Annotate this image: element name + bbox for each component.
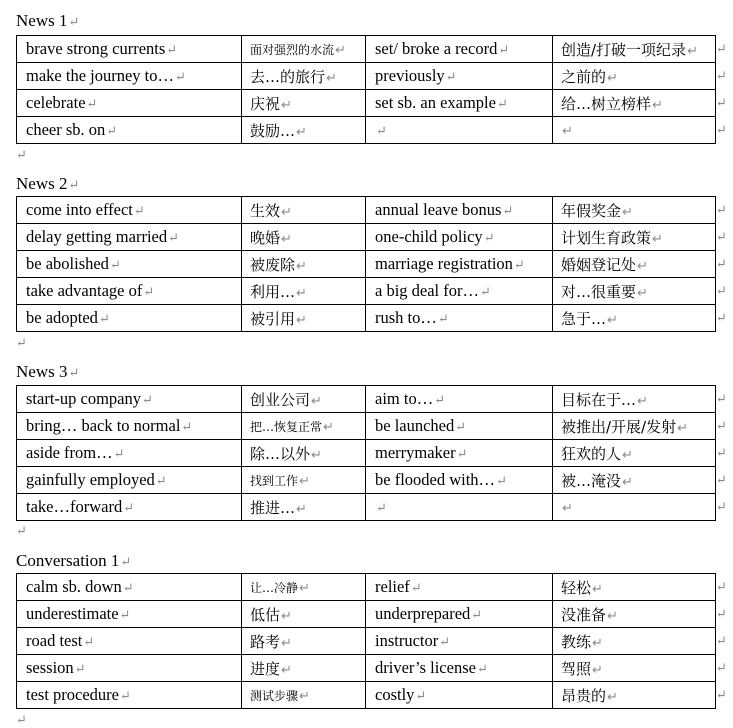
chinese-meaning-cell [242, 251, 366, 278]
cell-text: previously [375, 66, 445, 85]
chinese-meaning-cell [553, 386, 716, 413]
paragraph-mark: ↵ [410, 580, 422, 595]
paragraph-mark: ↵ [175, 69, 186, 84]
cell-text: underprepared [375, 604, 471, 623]
row-end-mark: ↵ [716, 391, 727, 406]
cell-text: session [26, 658, 74, 677]
chinese-meaning-cell [553, 682, 716, 709]
cell-text: rush to… [375, 308, 437, 327]
chinese-meaning-cell [242, 682, 366, 709]
paragraph-mark: ↵ [106, 123, 118, 138]
english-phrase-cell [366, 117, 553, 144]
paragraph-mark: ↵ [622, 474, 633, 490]
row-end-mark: ↵ [716, 229, 727, 244]
cell-text: take…forward [26, 497, 123, 516]
paragraph-mark: ↵ [281, 97, 292, 113]
paragraph-mark: ↵ [299, 688, 310, 704]
paragraph-mark: ↵ [471, 607, 483, 622]
paragraph-mark: ↵ [281, 204, 292, 220]
cell-text: 狂欢的人 [561, 444, 622, 463]
paragraph-mark: ↵ [483, 230, 495, 245]
cell-text: merrymaker [375, 443, 456, 462]
english-phrase-cell [366, 682, 553, 709]
chinese-meaning-cell [553, 413, 716, 440]
row-end-mark: ↵ [716, 606, 727, 621]
cell-text: 推进… [250, 498, 296, 517]
chinese-meaning-cell [242, 413, 366, 440]
cell-text: test procedure [26, 685, 119, 704]
paragraph-mark: ↵ [68, 177, 80, 192]
paragraph-mark: ↵ [592, 662, 603, 678]
cell-text: 让…冷静 [250, 580, 299, 595]
table-row [17, 413, 716, 440]
chinese-meaning-cell [553, 36, 716, 63]
chinese-meaning-cell [553, 601, 716, 628]
table-row [17, 117, 716, 144]
row-end-mark: ↵ [716, 122, 727, 137]
paragraph-mark: ↵ [622, 204, 633, 220]
cell-text: costly [375, 685, 415, 704]
cell-text: 路考 [250, 632, 281, 651]
table-row [17, 63, 716, 90]
chinese-meaning-cell [242, 278, 366, 305]
paragraph-mark: ↵ [74, 661, 86, 676]
section-title: News 2 [16, 174, 68, 193]
cell-text: 婚姻登记处 [561, 255, 637, 274]
row-end-mark: ↵ [716, 445, 727, 460]
chinese-meaning-cell [553, 63, 716, 90]
english-phrase-cell [366, 90, 553, 117]
paragraph-mark: ↵ [281, 635, 292, 651]
paragraph-mark: ↵ [98, 311, 110, 326]
cell-text: relief [375, 577, 410, 596]
paragraph-mark: ↵ [296, 124, 307, 140]
cell-text: 除…以外 [250, 444, 311, 463]
chinese-meaning-cell [553, 90, 716, 117]
cell-text: be flooded with… [375, 470, 496, 489]
cell-text: 被废除 [250, 255, 296, 274]
paragraph-mark: ↵ [296, 258, 307, 274]
cell-text: 面对强烈的水流 [250, 42, 335, 57]
section-heading [16, 174, 79, 195]
english-phrase-cell [366, 278, 553, 305]
row-end-mark: ↵ [716, 95, 727, 110]
paragraph-mark: ↵ [637, 285, 648, 301]
cell-text: be launched [375, 416, 455, 435]
paragraph-mark: ↵ [113, 446, 125, 461]
table-row [17, 386, 716, 413]
chinese-meaning-cell [242, 655, 366, 682]
paragraph-mark: ↵ [677, 420, 689, 436]
chinese-meaning-cell [242, 628, 366, 655]
english-phrase-cell [17, 574, 242, 601]
english-phrase-cell [366, 63, 553, 90]
table-row [17, 628, 716, 655]
cell-text: gainfully employed [26, 470, 155, 489]
cell-text: 鼓励… [250, 121, 296, 140]
table-row [17, 682, 716, 709]
paragraph-mark: ↵ [607, 312, 618, 328]
cell-text: 对…很重要 [561, 282, 637, 301]
row-end-mark: ↵ [716, 633, 727, 648]
english-phrase-cell [366, 467, 553, 494]
table-row [17, 440, 716, 467]
paragraph-mark: ↵ [592, 581, 603, 597]
paragraph-mark: ↵ [502, 203, 514, 218]
paragraph-mark: ↵ [434, 392, 446, 407]
paragraph-mark: ↵ [323, 419, 334, 435]
row-end-mark: ↵ [716, 41, 727, 56]
row-end-mark: ↵ [716, 310, 727, 325]
row-end-mark: ↵ [716, 499, 727, 514]
chinese-meaning-cell [242, 386, 366, 413]
english-phrase-cell [17, 655, 242, 682]
paragraph-mark: ↵ [123, 500, 135, 515]
row-end-mark: ↵ [716, 68, 727, 83]
paragraph-mark: ↵ [562, 501, 573, 516]
paragraph-mark: ↵ [155, 473, 167, 488]
table-row [17, 197, 716, 224]
cell-text: make the journey to… [26, 66, 175, 85]
english-phrase-cell [17, 682, 242, 709]
paragraph-mark: ↵ [455, 419, 467, 434]
cell-text: cheer sb. on [26, 120, 106, 139]
cell-text: 创造/打破一项纪录 [561, 40, 687, 59]
paragraph-mark: ↵ [68, 14, 80, 29]
paragraph-mark: ↵ [592, 635, 603, 651]
vocabulary-table [16, 35, 716, 144]
paragraph-mark: ↵ [456, 446, 468, 461]
paragraph-mark: ↵ [376, 123, 387, 138]
chinese-meaning-cell [242, 467, 366, 494]
english-phrase-cell [17, 63, 242, 90]
section-heading [16, 362, 79, 383]
paragraph-mark: ↵ [122, 580, 134, 595]
paragraph-mark: ↵ [133, 203, 145, 218]
table-row [17, 278, 716, 305]
cell-text: calm sb. down [26, 577, 122, 596]
english-phrase-cell [17, 197, 242, 224]
paragraph-mark: ↵ [496, 96, 508, 111]
paragraph-mark: ↵ [281, 608, 292, 624]
chinese-meaning-cell [242, 90, 366, 117]
chinese-meaning-cell [553, 655, 716, 682]
table-row [17, 574, 716, 601]
cell-text: 找到工作 [250, 473, 299, 488]
cell-text: aim to… [375, 389, 434, 408]
paragraph-mark: ↵ [607, 608, 618, 624]
section-title: News 3 [16, 362, 68, 381]
chinese-meaning-cell [553, 467, 716, 494]
english-phrase-cell [17, 413, 242, 440]
cell-text: 去…的旅行 [250, 67, 326, 86]
chinese-meaning-cell [553, 574, 716, 601]
cell-text: 低估 [250, 605, 281, 624]
paragraph-mark: ↵ [562, 124, 573, 139]
cell-text: be adopted [26, 308, 98, 327]
paragraph-mark: ↵ [445, 69, 457, 84]
english-phrase-cell [366, 305, 553, 332]
cell-text: 庆祝 [250, 94, 281, 113]
cell-text: a big deal for… [375, 281, 480, 300]
paragraph-mark: ↵ [437, 311, 449, 326]
paragraph-mark: ↵ [607, 70, 618, 86]
paragraph-mark: ↵ [299, 580, 310, 596]
paragraph-mark: ↵ [109, 257, 121, 272]
paragraph-mark: ↵ [143, 284, 155, 299]
english-phrase-cell [17, 601, 242, 628]
cell-text: 昂贵的 [561, 686, 607, 705]
english-phrase-cell [366, 224, 553, 251]
cell-text: 晚婚 [250, 228, 281, 247]
paragraph-mark: ↵ [476, 661, 488, 676]
paragraph-mark: ↵ [119, 607, 131, 622]
paragraph-mark: ↵ [296, 312, 307, 328]
paragraph-mark: ↵ [652, 231, 663, 247]
english-phrase-cell [366, 574, 553, 601]
cell-text: 把…恢复正常 [250, 419, 323, 434]
paragraph-mark: ↵ [120, 554, 132, 569]
cell-text: 之前的 [561, 67, 607, 86]
paragraph-mark: ↵ [498, 42, 510, 57]
cell-text: 教练 [561, 632, 592, 651]
table-row [17, 305, 716, 332]
table-row [17, 224, 716, 251]
cell-text: take advantage of [26, 281, 143, 300]
row-end-mark: ↵ [716, 472, 727, 487]
english-phrase-cell [17, 251, 242, 278]
cell-text: celebrate [26, 93, 86, 112]
chinese-meaning-cell [553, 251, 716, 278]
paragraph-mark: ↵ [335, 42, 346, 58]
english-phrase-cell [366, 440, 553, 467]
chinese-meaning-cell [242, 305, 366, 332]
paragraph-mark: ↵ [281, 662, 292, 678]
paragraph-mark: ↵ [480, 284, 491, 299]
paragraph-mark: ↵ [281, 231, 292, 247]
english-phrase-cell [366, 251, 553, 278]
row-end-mark: ↵ [716, 418, 727, 433]
english-phrase-cell [17, 628, 242, 655]
paragraph-mark: ↵ [16, 335, 27, 350]
paragraph-mark: ↵ [311, 447, 322, 463]
cell-text: delay getting married [26, 227, 168, 246]
cell-text: 给…树立榜样 [561, 94, 652, 113]
cell-text: brave strong currents [26, 39, 166, 58]
english-phrase-cell [366, 413, 553, 440]
paragraph-mark: ↵ [637, 258, 648, 274]
english-phrase-cell [17, 386, 242, 413]
cell-text: 生效 [250, 201, 281, 220]
paragraph-mark: ↵ [652, 97, 663, 113]
chinese-meaning-cell [242, 63, 366, 90]
paragraph-mark: ↵ [68, 365, 80, 380]
cell-text: set sb. an example [375, 93, 496, 112]
section-title: News 1 [16, 11, 68, 30]
cell-text: 目标在于… [561, 390, 637, 409]
english-phrase-cell [17, 117, 242, 144]
cell-text: 被引用 [250, 309, 296, 328]
chinese-meaning-cell [242, 197, 366, 224]
cell-text: 轻松 [561, 578, 592, 597]
cell-text: 进度 [250, 659, 281, 678]
english-phrase-cell [366, 197, 553, 224]
vocabulary-table [16, 196, 716, 332]
chinese-meaning-cell [553, 305, 716, 332]
cell-text: start-up company [26, 389, 142, 408]
english-phrase-cell [366, 601, 553, 628]
chinese-meaning-cell [553, 494, 716, 521]
paragraph-mark: ↵ [16, 523, 27, 538]
row-end-mark: ↵ [716, 202, 727, 217]
paragraph-mark: ↵ [16, 712, 27, 727]
cell-text: set/ broke a record [375, 39, 498, 58]
chinese-meaning-cell [553, 117, 716, 144]
paragraph-mark: ↵ [513, 257, 525, 272]
row-end-mark: ↵ [716, 283, 727, 298]
paragraph-mark: ↵ [311, 393, 322, 409]
paragraph-mark: ↵ [687, 43, 698, 59]
paragraph-mark: ↵ [168, 230, 180, 245]
english-phrase-cell [17, 278, 242, 305]
chinese-meaning-cell [553, 278, 716, 305]
english-phrase-cell [366, 628, 553, 655]
chinese-meaning-cell [553, 440, 716, 467]
cell-text: aside from… [26, 443, 113, 462]
section-title: Conversation 1 [16, 551, 120, 570]
paragraph-mark: ↵ [326, 70, 337, 86]
row-end-mark: ↵ [716, 579, 727, 594]
english-phrase-cell [366, 494, 553, 521]
chinese-meaning-cell [553, 628, 716, 655]
cell-text: annual leave bonus [375, 200, 502, 219]
paragraph-mark: ↵ [496, 473, 507, 488]
english-phrase-cell [17, 494, 242, 521]
cell-text: 计划生育政策 [561, 228, 652, 247]
cell-text: bring… back to normal [26, 416, 181, 435]
english-phrase-cell [366, 36, 553, 63]
section-heading [16, 551, 131, 572]
row-end-mark: ↵ [716, 687, 727, 702]
table-row [17, 251, 716, 278]
cell-text: driver’s license [375, 658, 476, 677]
english-phrase-cell [17, 440, 242, 467]
paragraph-mark: ↵ [16, 147, 27, 162]
paragraph-mark: ↵ [607, 689, 618, 705]
english-phrase-cell [17, 36, 242, 63]
cell-text: come into effect [26, 200, 133, 219]
cell-text: underestimate [26, 604, 119, 623]
paragraph-mark: ↵ [181, 419, 193, 434]
section-heading [16, 11, 79, 32]
paragraph-mark: ↵ [83, 634, 95, 649]
chinese-meaning-cell [553, 224, 716, 251]
table-row [17, 467, 716, 494]
vocabulary-table [16, 573, 716, 709]
paragraph-mark: ↵ [86, 96, 98, 111]
table-row [17, 655, 716, 682]
cell-text: 驾照 [561, 659, 592, 678]
english-phrase-cell [366, 655, 553, 682]
paragraph-mark: ↵ [120, 688, 131, 703]
chinese-meaning-cell [242, 224, 366, 251]
paragraph-mark: ↵ [376, 500, 387, 515]
table-row [17, 36, 716, 63]
cell-text: 利用… [250, 282, 296, 301]
chinese-meaning-cell [242, 601, 366, 628]
cell-text: marriage registration [375, 254, 513, 273]
paragraph-mark: ↵ [296, 285, 307, 301]
paragraph-mark: ↵ [166, 42, 178, 57]
paragraph-mark: ↵ [296, 501, 307, 517]
paragraph-mark: ↵ [299, 473, 310, 489]
chinese-meaning-cell [553, 197, 716, 224]
english-phrase-cell [17, 467, 242, 494]
table-row [17, 494, 716, 521]
table-row [17, 90, 716, 117]
cell-text: be abolished [26, 254, 109, 273]
cell-text: 测试步骤 [250, 688, 299, 703]
cell-text: 创业公司 [250, 390, 311, 409]
cell-text: road test [26, 631, 83, 650]
cell-text: one-child policy [375, 227, 483, 246]
table-row [17, 601, 716, 628]
paragraph-mark: ↵ [637, 393, 648, 409]
chinese-meaning-cell [242, 36, 366, 63]
chinese-meaning-cell [242, 117, 366, 144]
english-phrase-cell [366, 386, 553, 413]
cell-text: instructor [375, 631, 439, 650]
cell-text: 年假奖金 [561, 201, 622, 220]
cell-text: 没准备 [561, 605, 607, 624]
paragraph-mark: ↵ [622, 447, 633, 463]
english-phrase-cell [17, 224, 242, 251]
chinese-meaning-cell [242, 440, 366, 467]
english-phrase-cell [17, 90, 242, 117]
paragraph-mark: ↵ [439, 634, 451, 649]
paragraph-mark: ↵ [142, 392, 153, 407]
cell-text: 急于… [561, 309, 607, 328]
chinese-meaning-cell [242, 574, 366, 601]
paragraph-mark: ↵ [415, 688, 427, 703]
cell-text: 被…淹没 [561, 471, 622, 490]
chinese-meaning-cell [242, 494, 366, 521]
vocabulary-table [16, 385, 716, 521]
cell-text: 被推出/开展/发射 [561, 417, 677, 436]
row-end-mark: ↵ [716, 256, 727, 271]
english-phrase-cell [17, 305, 242, 332]
row-end-mark: ↵ [716, 660, 727, 675]
